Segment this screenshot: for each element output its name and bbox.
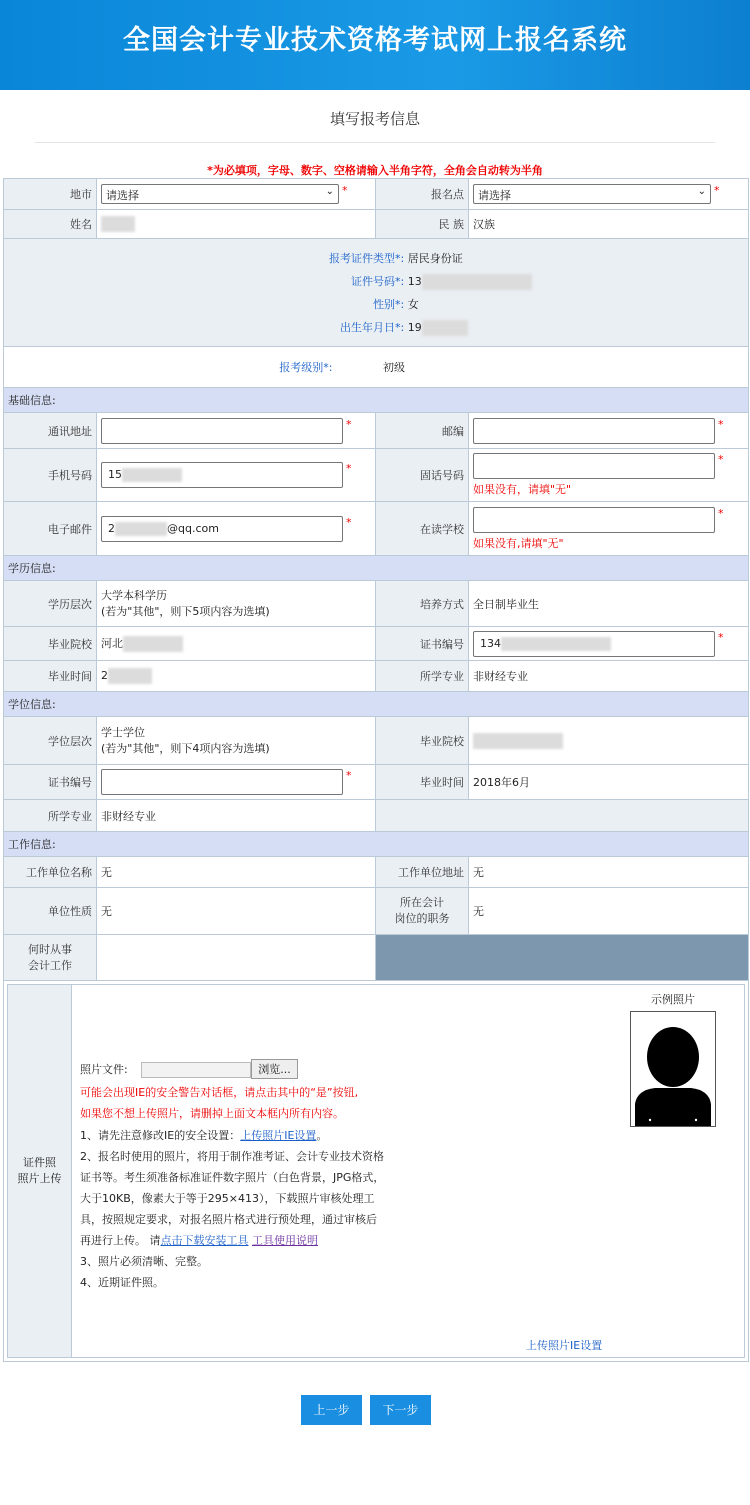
zip-input[interactable] xyxy=(473,418,715,444)
school-input[interactable] xyxy=(473,507,715,533)
ie-settings-link-bottom[interactable]: 上传照片IE设置 xyxy=(526,1339,603,1352)
since-label-line1: 何时从事 xyxy=(28,942,72,956)
work-unit-label: 工作单位名称 xyxy=(4,857,97,888)
registration-form: 地市 请选择 ⌄ * 报名点 请选择 ⌄ * 姓名 民 族 汉族 报考证件类型*: 居民身份证 证件号码*: 13 性别*: 女 出生年月日*: 19 报考级别*: 初级 基础信息: 通讯地址 * 邮编 * 手机号码 15 * 固话号码 * 如果没有，请填"无" 电子邮件 2 @qq.com * 在读学校 * 如果没有,请填"无" 学历信息: 学历层次 大学本科学历 (若为"其他"，则下5项内容为选填) 培养方式 全日制毕业生 毕业院校 河北 证书编号 134 * 毕业时间 2 所学专业 非财经专业 学位信息: 学位层次 学士学位 (若为"其他"，则下4项内容为选填) 毕业院校 证书编号 * 毕业时间 2018年6月 所学专业 非财经专业 工作信息: 工作单位名称 无 工作单位地址 无 单位性质 无 所在会计 岗位的职务 无 何时从事 会计工作 证件照 照片上传 照片文件: 浏览... 可能会出现IE的安全警告对话框，请点击其中的“是”按钮, 如果您不想上传照片，请删掉上面文本框内所有内容。 1、请先注意修改IE的安全设置：上传照片IE设置。 2、报名时使用的照片，将用于制作准考证、会计专业技术资格 证书等。考生须准备标准证件数字照片（白色背景，JPG格式， 大于10KB，像素大于等于295×413），下载照片审核处理工 具，按照规定要求，对报名照片格式进行预处理，通过审核后 再进行上传。 请点击下载安装工具 工具使用说明 3、照片必须清晰、完整。 4、近期证件照。 上传照片IE设置 示例照片 xyxy=(3,178,749,1362)
chevron-down-icon: ⌄ xyxy=(325,186,334,197)
name-value xyxy=(97,210,376,239)
photo-upload-area xyxy=(72,985,744,1357)
sex-value: 女 xyxy=(407,297,419,311)
tip-2-line5: 再进行上传。 请 xyxy=(80,1234,161,1247)
tip-4: 4、近期证件照。 xyxy=(80,1276,164,1289)
sample-photo-frame xyxy=(630,1011,716,1127)
birth-label: 出生年月日*: xyxy=(340,320,405,334)
school-hint: 如果没有,请填"无" xyxy=(473,536,564,550)
degree-level-value: 学士学位 xyxy=(101,725,145,739)
page-header xyxy=(0,0,750,90)
tip-2-line1: 2、报名时使用的照片，将用于制作准考证、会计专业技术资格 xyxy=(80,1150,384,1163)
cert-info xyxy=(4,241,748,345)
degree-certno-input[interactable] xyxy=(101,769,343,795)
cert-no-value: 13 xyxy=(407,274,422,288)
site-label: 报名点 xyxy=(376,179,469,210)
system-title: 全国会计专业技术资格考试网上报名系统 xyxy=(123,25,627,56)
level-value: 初级 xyxy=(383,361,405,374)
tool-guide-link[interactable]: 工具使用说明 xyxy=(252,1234,318,1247)
edu-certno-label: 证书编号 xyxy=(376,627,469,661)
work-duty-value: 无 xyxy=(469,888,749,935)
edu-time-value: 2 xyxy=(101,669,108,682)
work-since-value xyxy=(97,935,376,981)
edu-school-label: 毕业院校 xyxy=(4,627,97,661)
email-label: 电子邮件 xyxy=(4,502,97,556)
edu-mode-value: 全日制毕业生 xyxy=(469,581,749,627)
edu-level-label: 学历层次 xyxy=(4,581,97,627)
basic-section: 基础信息: xyxy=(4,388,749,413)
tip-1: 1、请先注意修改IE的安全设置： xyxy=(80,1129,241,1142)
birth-value: 19 xyxy=(407,320,422,334)
phone-hint: 如果没有，请填"无" xyxy=(473,483,572,496)
photo-warning-1: 可能会出现IE的安全警告对话框，请点击其中的“是”按钮, xyxy=(80,1086,359,1099)
phone-input[interactable] xyxy=(473,453,715,479)
photo-file-input[interactable] xyxy=(141,1062,251,1078)
work-nature-value: 无 xyxy=(97,888,376,935)
tip-1-end: 。 xyxy=(316,1129,328,1142)
edu-school-value: 河北 xyxy=(101,637,123,650)
photo-file-label: 照片文件: xyxy=(80,1063,128,1076)
zip-label: 邮编 xyxy=(376,413,469,449)
degree-certno-label: 证书编号 xyxy=(4,765,97,800)
phone-label: 固话号码 xyxy=(376,449,469,502)
degree-major-label: 所学专业 xyxy=(4,800,97,832)
cert-no-label: 证件号码*: xyxy=(351,274,405,288)
next-button[interactable]: 下一步 xyxy=(370,1395,431,1425)
tip-3: 3、照片必须清晰、完整。 xyxy=(80,1255,208,1268)
city-label: 地市 xyxy=(4,179,97,210)
level-label: 报考级别*: xyxy=(279,361,333,374)
chevron-down-icon: ⌄ xyxy=(697,186,706,197)
edu-mode-label: 培养方式 xyxy=(376,581,469,627)
nation-label: 民 族 xyxy=(376,210,469,239)
edu-major-label: 所学专业 xyxy=(376,661,469,692)
degree-level-note: (若为"其他"，则下4项内容为选填) xyxy=(101,741,270,755)
work-nature-label: 单位性质 xyxy=(4,888,97,935)
work-addr-label: 工作单位地址 xyxy=(376,857,469,888)
city-select[interactable]: 请选择 ⌄ xyxy=(101,184,339,204)
degree-level-label: 学位层次 xyxy=(4,717,97,765)
sample-photo-label: 示例照片 xyxy=(651,993,695,1006)
name-label: 姓名 xyxy=(4,210,97,239)
address-input[interactable] xyxy=(101,418,343,444)
work-section: 工作信息: xyxy=(4,832,749,857)
degree-school-label: 毕业院校 xyxy=(376,717,469,765)
photo-label-line2: 照片上传 xyxy=(17,1172,62,1185)
edu-level-value: 大学本科学历 xyxy=(101,588,167,602)
edu-section: 学历信息: xyxy=(4,556,749,581)
tip-2-line2: 证书等。考生须准备标准证件数字照片（白色背景，JPG格式， xyxy=(80,1171,385,1184)
duty-label-line1: 所在会计 xyxy=(400,896,444,909)
since-label-line2: 会计工作 xyxy=(28,958,72,972)
tip-2-line3: 大于10KB，像素大于等于295×413），下载照片审核处理工 xyxy=(80,1192,375,1205)
ie-settings-link[interactable]: 上传照片IE设置 xyxy=(240,1129,317,1142)
edu-time-label: 毕业时间 xyxy=(4,661,97,692)
degree-time-value: 2018年6月 xyxy=(469,765,749,800)
duty-label-line2: 岗位的职务 xyxy=(394,912,450,925)
cert-type-label: 报考证件类型*: xyxy=(329,251,405,265)
mobile-label: 手机号码 xyxy=(4,449,97,502)
address-label: 通讯地址 xyxy=(4,413,97,449)
photo-warning-2: 如果您不想上传照片，请删掉上面文本框内所有内容。 xyxy=(80,1107,344,1120)
site-select[interactable]: 请选择 ⌄ xyxy=(473,184,711,204)
edu-certno-input[interactable]: 134 xyxy=(473,631,715,657)
cert-type-value: 居民身份证 xyxy=(407,251,463,265)
school-label: 在读学校 xyxy=(376,502,469,556)
page-subtitle: 填写报考信息 xyxy=(329,110,420,128)
browse-button[interactable]: 浏览... xyxy=(251,1059,298,1079)
email-input[interactable]: 2 @qq.com xyxy=(101,516,343,542)
edu-major-value: 非财经专业 xyxy=(469,661,749,692)
person-silhouette-icon xyxy=(631,1012,715,1126)
prev-button[interactable]: 上一步 xyxy=(301,1395,362,1425)
edu-level-note: (若为"其他"，则下5项内容为选填) xyxy=(101,604,270,618)
sample-photo xyxy=(630,991,716,1127)
degree-major-value: 非财经专业 xyxy=(97,800,376,832)
tip-2-line4: 具，按照规定要求，对报名照片格式进行预处理，通过审核后 xyxy=(80,1213,377,1226)
download-tool-link[interactable]: 点击下载安装工具 xyxy=(160,1234,249,1247)
degree-time-label: 毕业时间 xyxy=(376,765,469,800)
work-unit-value: 无 xyxy=(97,857,376,888)
work-addr-value: 无 xyxy=(469,857,749,888)
divider xyxy=(35,142,715,143)
degree-school-value xyxy=(469,717,749,765)
required-notice: *为必填项，字母、数字、空格请输入半角字符，全角会自动转为半角 xyxy=(207,164,543,177)
mobile-input[interactable]: 15 xyxy=(101,462,343,488)
nation-value: 汉族 xyxy=(469,210,749,239)
sex-label: 性别*: xyxy=(373,297,405,311)
photo-label-line1: 证件照 xyxy=(23,1156,56,1169)
degree-section: 学位信息: xyxy=(4,692,749,717)
